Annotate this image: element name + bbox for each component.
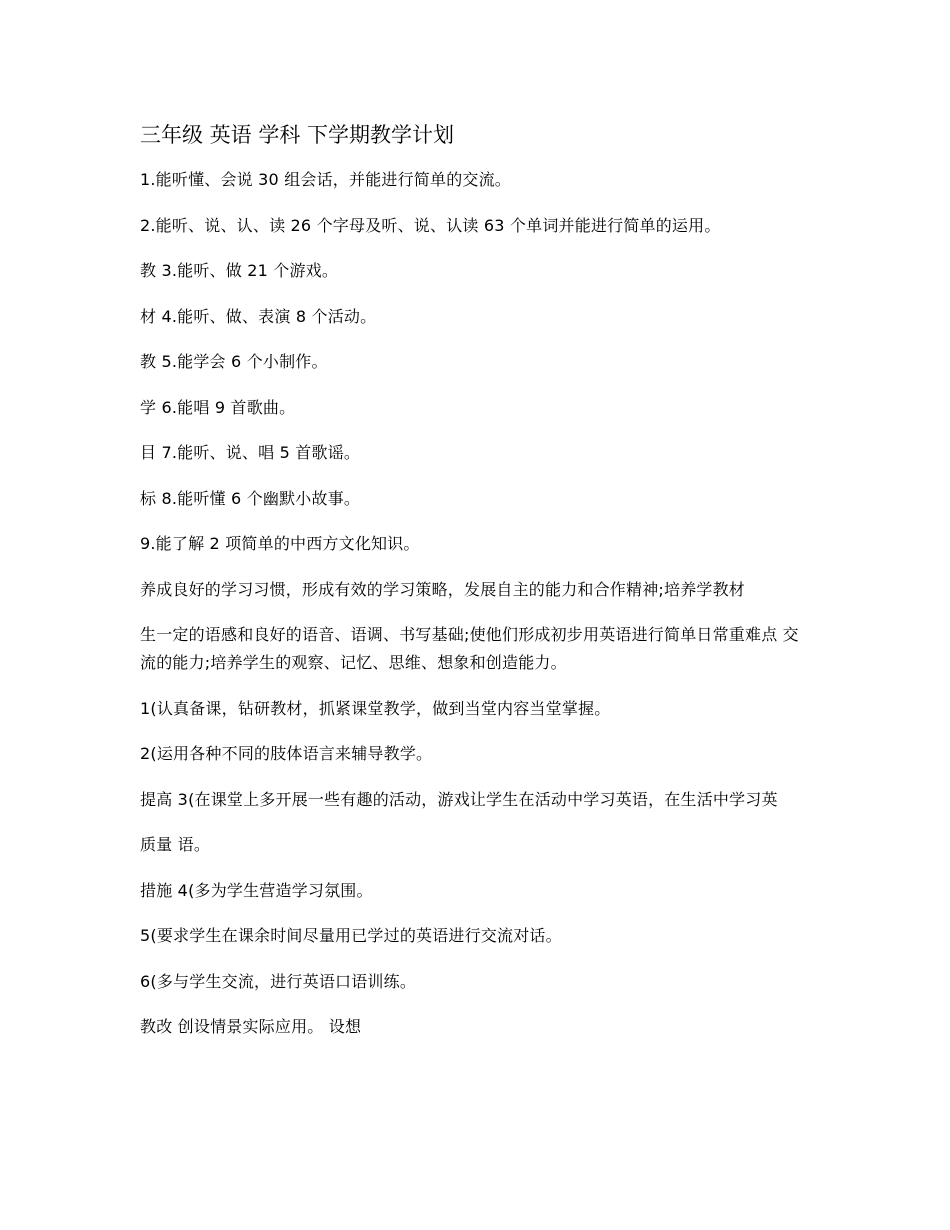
goal-line-7: 目 7.能听、说、唱 5 首歌谣。 [140,443,361,462]
goal-line-5: 教 5.能学会 6 个小制作。 [140,352,328,371]
measure-line-4: 措施 4(多为学生营造学习氛围。 [140,880,373,900]
measure-line-3-cont: 质量 语。 [140,835,211,854]
measure-line-2: 2(运用各种不同的肢体语言来辅导教学。 [140,744,433,763]
key-points-paragraph: 生一定的语感和良好的语音、语调、书写基础;使他们形成初步用英语进行简单日常重难点 交流的能力;培养学生的观察、记忆、思维、想象和创造能力。 [140,625,799,672]
goal-line-4: 材 4.能听、做、表演 8 个活动。 [140,306,377,326]
document-body [140,118,812,1059]
goal-line-6: 学 6.能唱 9 首歌曲。 [140,397,296,417]
measure-line-1: 1(认真备课，钻研教材，抓紧课堂教学，做到当堂内容当堂掌握。 [140,698,611,718]
goal-line-3: 教 3.能听、做 21 个游戏。 [140,261,339,280]
goal-line-8: 标 8.能听懂 6 个幽默小故事。 [140,488,361,508]
measure-line-6: 6(多与学生交流，进行英语口语训练。 [140,971,417,991]
goal-line-9: 9.能了解 2 项简单的中西方文化知识。 [140,534,420,553]
reform-line: 教改 创设情景实际应用。 设想 [140,1017,362,1036]
habit-paragraph: 养成良好的学习习惯，形成有效的学习策略，发展自主的能力和合作精神;培养学教材 [140,579,745,599]
document-title: 三年级 英语 学科 下学期教学计划 [140,123,455,147]
measure-line-3: 提高 3(在课堂上多开展一些有趣的活动，游戏让学生在活动中学习英语，在生活中学习英 [140,789,778,809]
goal-line-1: 1.能听懂、会说 30 组会话，并能进行简单的交流。 [140,170,511,189]
measure-line-5: 5(要求学生在课余时间尽量用已学过的英语进行交流对话。 [140,926,562,945]
goal-line-2: 2.能听、说、认、读 26 个字母及听、说、认读 63 个单词并能进行简单的运用。 [140,215,721,235]
